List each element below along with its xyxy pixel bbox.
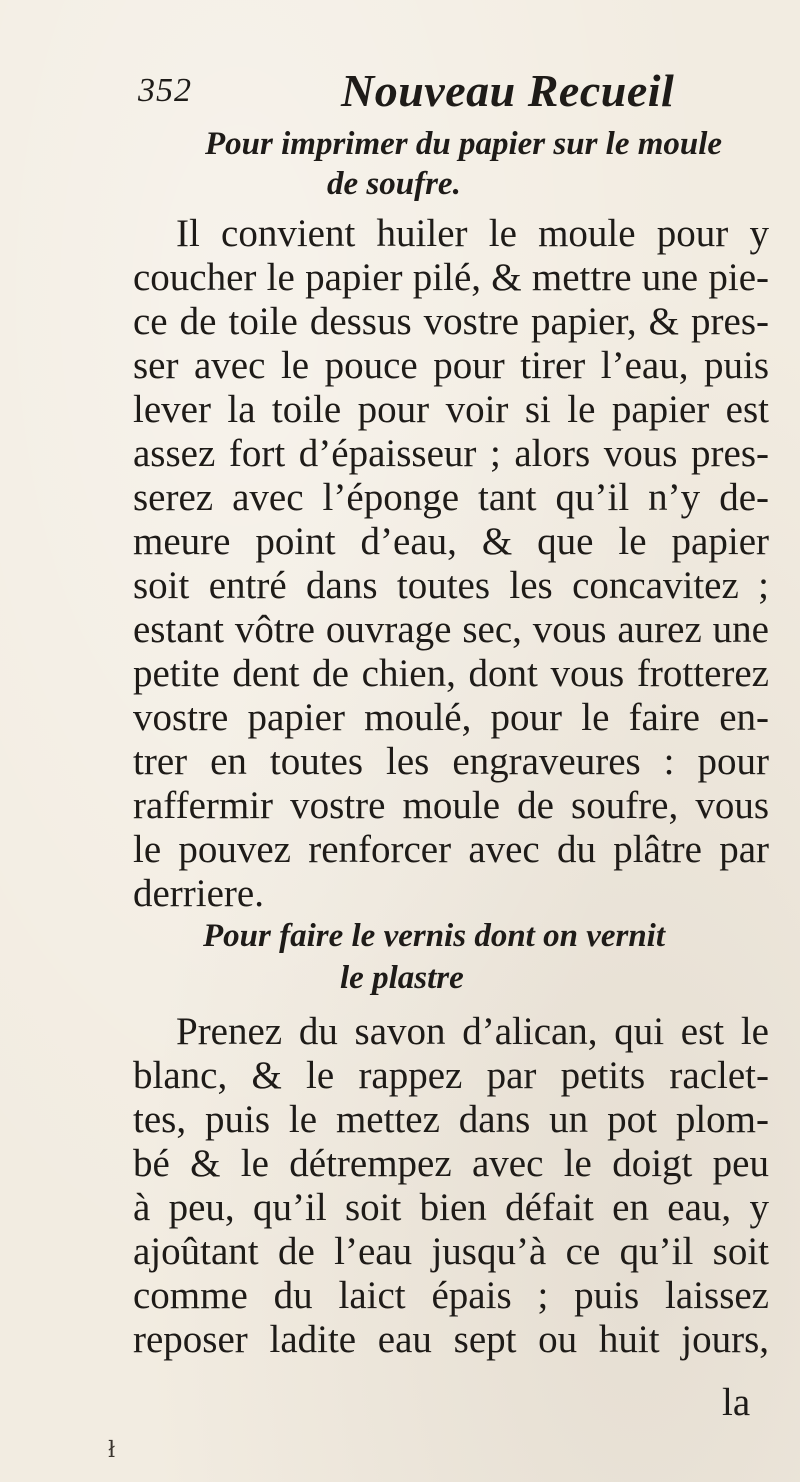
running-title: Nouveau Recueil (341, 65, 675, 116)
text-line: petite dent de chien, dont vous frotterez (133, 652, 769, 695)
section-title-line: de soufre. (327, 166, 461, 202)
margin-mark: ł (108, 1438, 116, 1463)
text-line: raffermir vostre moule de soufre, vous (133, 784, 769, 827)
section-title-line: le plastre (340, 960, 464, 996)
text-line: ce de toile dessus vostre papier, & pres- (133, 300, 769, 343)
section-title-line: Pour faire le vernis dont on vernit (203, 918, 666, 954)
text-line: le pouvez renforcer avec du plâtre par (133, 828, 769, 871)
text-line: ajoûtant de l’eau jusqu’à ce qu’il soit (133, 1230, 769, 1273)
text-line: Il convient huiler le moule pour y (176, 212, 769, 255)
text-line: comme du laict épais ; puis laissez (133, 1274, 769, 1317)
text-line: derriere. (133, 872, 264, 915)
text-line: soit entré dans toutes les concavitez ; (133, 564, 769, 607)
catchword: la (722, 1381, 751, 1424)
page-header (138, 64, 698, 124)
text-line: lever la toile pour voir si le papier est (133, 388, 769, 431)
text-line: assez fort d’épaisseur ; alors vous pres- (133, 432, 769, 475)
text-line: serez avec l’éponge tant qu’il n’y de- (133, 476, 769, 519)
text-line: estant vôtre ouvrage sec, vous aurez une (133, 608, 769, 651)
text-line: bé & le détrempez avec le doigt peu (133, 1142, 769, 1185)
page-number: 352 (138, 72, 192, 109)
text-line: blanc, & le rappez par petits raclet- (133, 1054, 769, 1097)
text-line: coucher le papier pilé, & mettre une pie- (133, 256, 769, 299)
text-line: à peu, qu’il soit bien défait en eau, y (133, 1186, 769, 1229)
text-line: ser avec le pouce pour tirer l’eau, puis (133, 344, 769, 387)
text-line: Prenez du savon d’alican, qui est le (176, 1010, 769, 1053)
text-line: meure point d’eau, & que le papier (133, 520, 769, 563)
text-line: vostre papier moulé, pour le faire en- (133, 696, 769, 739)
text-line: reposer ladite eau sept ou huit jours, (133, 1318, 769, 1361)
text-line: tes, puis le mettez dans un pot plom- (133, 1098, 769, 1141)
text-line: trer en toutes les engraveures : pour (133, 740, 769, 783)
section-title-line: Pour imprimer du papier sur le moule (205, 126, 723, 162)
